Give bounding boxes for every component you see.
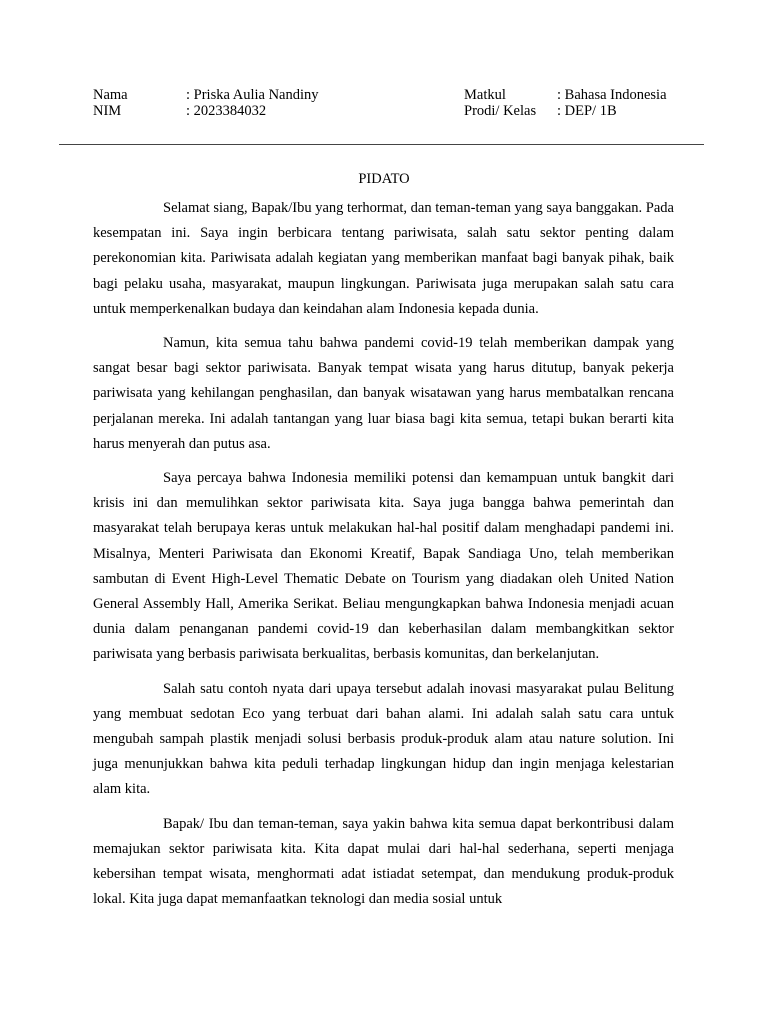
paragraph-5: Bapak/ Ibu dan teman-teman, saya yakin bahwa kita semua dapat berkontribusi dalam memajukan sektor pariwisata kita. Kita dapat mulai dari hal-hal sederhana, seperti menjaga kebersihan tempat wisata, menghormati adat istiadat setempat, dan mendukung produk-produk lokal. Kita juga dapat memanfaatkan teknologi dan media sosial untuk	[93, 815, 674, 908]
paragraph-1: Selamat siang, Bapak/Ibu yang terhormat, dan teman-teman yang saya banggakan. Pada kesempatan ini. Saya ingin berbicara tentang pariwisata, salah satu sektor penting dalam perekonomian kita. Pariwisata adalah kegiatan yang memberikan manfaat bagi banyak pihak, baik bagi pelaku usaha, masyarakat, maupun lingkungan. Pariwisata juga merupakan salah satu cara untuk memperkenalkan budaya dan keindahan alam Indonesia kepada dunia.	[93, 200, 674, 317]
nama-label: Nama	[93, 87, 128, 103]
identity-header	[93, 87, 683, 119]
prodi-value: : DEP/ 1B	[557, 103, 617, 119]
document-title: PIDATO	[358, 171, 410, 187]
speech-body	[93, 196, 674, 921]
matkul-value: : Bahasa Indonesia	[557, 87, 667, 103]
prodi-label: Prodi/ Kelas	[464, 103, 537, 119]
nama-value: : Priska Aulia Nandiny	[186, 87, 319, 103]
paragraph-2: Namun, kita semua tahu bahwa pandemi covid-19 telah memberikan dampak yang sangat besar bagi sektor pariwisata. Banyak tempat wisata yang harus ditutup, banyak pekerja pariwisata yang kehilangan penghasilan, dan banyak wisatawan yang harus membatalkan rencana perjalanan mereka. Ini adalah tantangan yang luar biasa bagi kita semua, tetapi bukan berarti kita harus menyerah dan putus asa.	[93, 335, 674, 452]
nim-value: : 2023384032	[186, 103, 267, 119]
header-row-1	[93, 87, 683, 103]
paragraph-4: Salah satu contoh nyata dari upaya tersebut adalah inovasi masyarakat pulau Belitung yang membuat sedotan Eco yang terbuat dari bahan alami. Ini adalah salah satu cara untuk mengubah sampah plastik menjadi solusi berbasis produk-produk alam atau nature solution. Ini juga menunjukkan bahwa kita peduli terhadap lingkungan hidup dan ingin menjaga kelestarian alam kita.	[93, 680, 674, 798]
header-divider	[59, 144, 704, 145]
paragraph-3: Saya percaya bahwa Indonesia memiliki potensi dan kemampuan untuk bangkit dari krisis ini dan memulihkan sektor pariwisata kita. Saya juga bangga bahwa pemerintah dan masyarakat telah berupaya keras untuk melakukan hal-hal positif dalam menghadapi pandemi ini. Misalnya, Menteri Pariwisata dan Ekonomi Kreatif, Bapak Sandiaga Uno, telah memberikan sambutan di Event High-Level Thematic Debate on Tourism yang diadakan oleh United Nation General Assembly Hall, Amerika Serikat. Beliau mengungkapkan bahwa Indonesia menjadi acuan dunia dalam penanganan pandemi covid-19 dan keberhasilan dalam membangkitkan sektor pariwisata yang berbasis pariwisata berkualitas, berbasis komunitas, dan berkelanjutan.	[93, 470, 674, 663]
nim-label: NIM	[93, 103, 122, 119]
matkul-label: Matkul	[464, 87, 506, 103]
header-row-2	[93, 103, 683, 119]
